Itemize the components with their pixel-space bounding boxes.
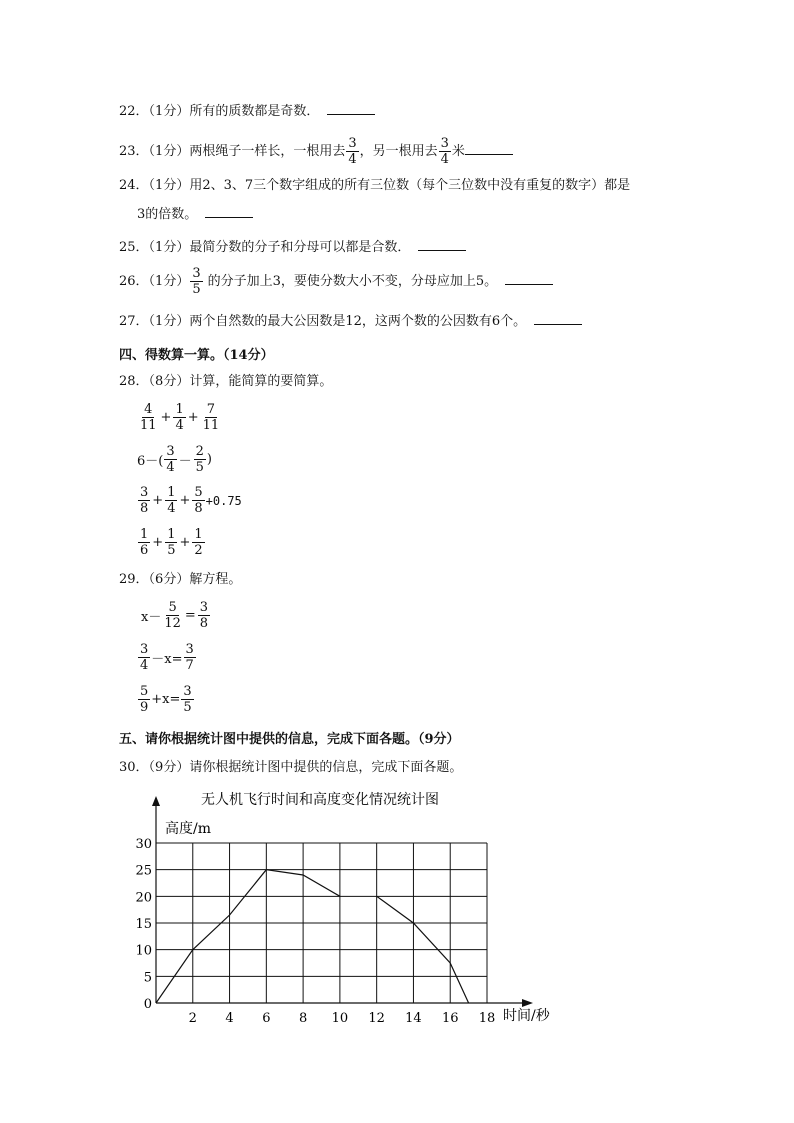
x-axis-label: 时间/秒 <box>503 1008 550 1024</box>
series-line-segment-1 <box>156 870 340 1003</box>
x-tick-label: 8 <box>298 1011 308 1026</box>
x-tick-label: 6 <box>262 1011 271 1026</box>
x-tick-label: 2 <box>188 1011 197 1026</box>
question-26: 26．（1分） $\frac{3}{5}$ 的分子加上3，要使分数大小不变，分母应加上5。 <box>119 266 553 298</box>
x-tick-label: 16 <box>441 1011 459 1026</box>
expression-28-1: $\frac{4}{11}$ + $\frac{1}{4}$ + $\frac{7}{11}$ <box>140 402 220 433</box>
question-30: 30．（9分）请你根据统计图中提供的信息，完成下面各题。 <box>119 760 463 775</box>
x-tick-label: 14 <box>405 1011 422 1026</box>
x-tick-label: 4 <box>225 1011 234 1026</box>
question-22: 22．（1分）所有的质数都是奇数． <box>119 102 375 122</box>
x-axis-arrow <box>522 999 533 1007</box>
equation-29-1: x－ $\frac{5}{12}$ = $\frac{3}{8}$ <box>141 600 209 631</box>
fraction: $\frac{3}{4}$ <box>348 136 357 167</box>
chart-title: 无人机飞行时间和高度变化情况统计图 <box>201 792 439 808</box>
question-24: 24．（1分）用2、3、7三个数字组成的所有三位数（每个三位数中没有重复的数字）都是 <box>119 178 631 193</box>
section-title-4: 四、得数算一算。（14分） <box>119 348 274 363</box>
x-tick-label: 12 <box>368 1011 385 1026</box>
equation-29-3: $\frac{5}{9}$ +x= $\frac{3}{5}$ <box>140 684 192 715</box>
question-29: 29．（6分）解方程。 <box>119 572 242 587</box>
expression-28-3: $\frac{3}{8}$ + $\frac{1}{4}$ + $\frac{5}{8}$ +0.75 <box>140 485 242 516</box>
y-tick-label: 10 <box>135 943 152 959</box>
equation-29-2: $\frac{3}{4}$ －x= $\frac{3}{7}$ <box>140 642 194 673</box>
question-24-cont: 3的倍数。 <box>137 205 253 225</box>
expression-28-4: $\frac{1}{6}$ + $\frac{1}{5}$ + $\frac{1}{2}$ <box>140 527 203 558</box>
expression-28-2: 6－( $\frac{3}{4}$ － $\frac{2}{5}$ ) <box>137 444 212 475</box>
question-25: 25．（1分）最简分数的分子和分母可以都是合数． <box>119 238 466 258</box>
x-tick-label: 10 <box>331 1011 349 1026</box>
y-tick-label: 20 <box>135 890 152 906</box>
y-tick-label: 5 <box>143 970 152 986</box>
question-27: 27．（1分）两个自然数的最大公因数是12，这两个数的公因数有6个。 <box>119 312 582 332</box>
question-23: 23．（1分）两根绳子一样长，一根用去 $\frac{3}{4}$ ，另一根用去 $\frac{3}{4}$ 米 <box>119 136 513 166</box>
fraction: $\frac{3}{4}$ <box>440 136 449 167</box>
y-tick-label: 30 <box>135 837 152 852</box>
x-tick-label: 18 <box>478 1011 496 1026</box>
y-tick-label: 0 <box>143 997 152 1012</box>
y-tick-label: 25 <box>135 863 152 879</box>
y-axis-arrow <box>152 796 160 806</box>
fraction: $\frac{3}{5}$ <box>192 266 201 297</box>
y-axis-label: 高度/m <box>165 821 211 837</box>
section-title-5: 五、请你根据统计图中提供的信息，完成下面各题。（9分） <box>119 732 460 747</box>
y-tick-label: 15 <box>135 917 152 932</box>
question-28: 28．（8分）计算，能简算的要简算。 <box>119 374 333 389</box>
